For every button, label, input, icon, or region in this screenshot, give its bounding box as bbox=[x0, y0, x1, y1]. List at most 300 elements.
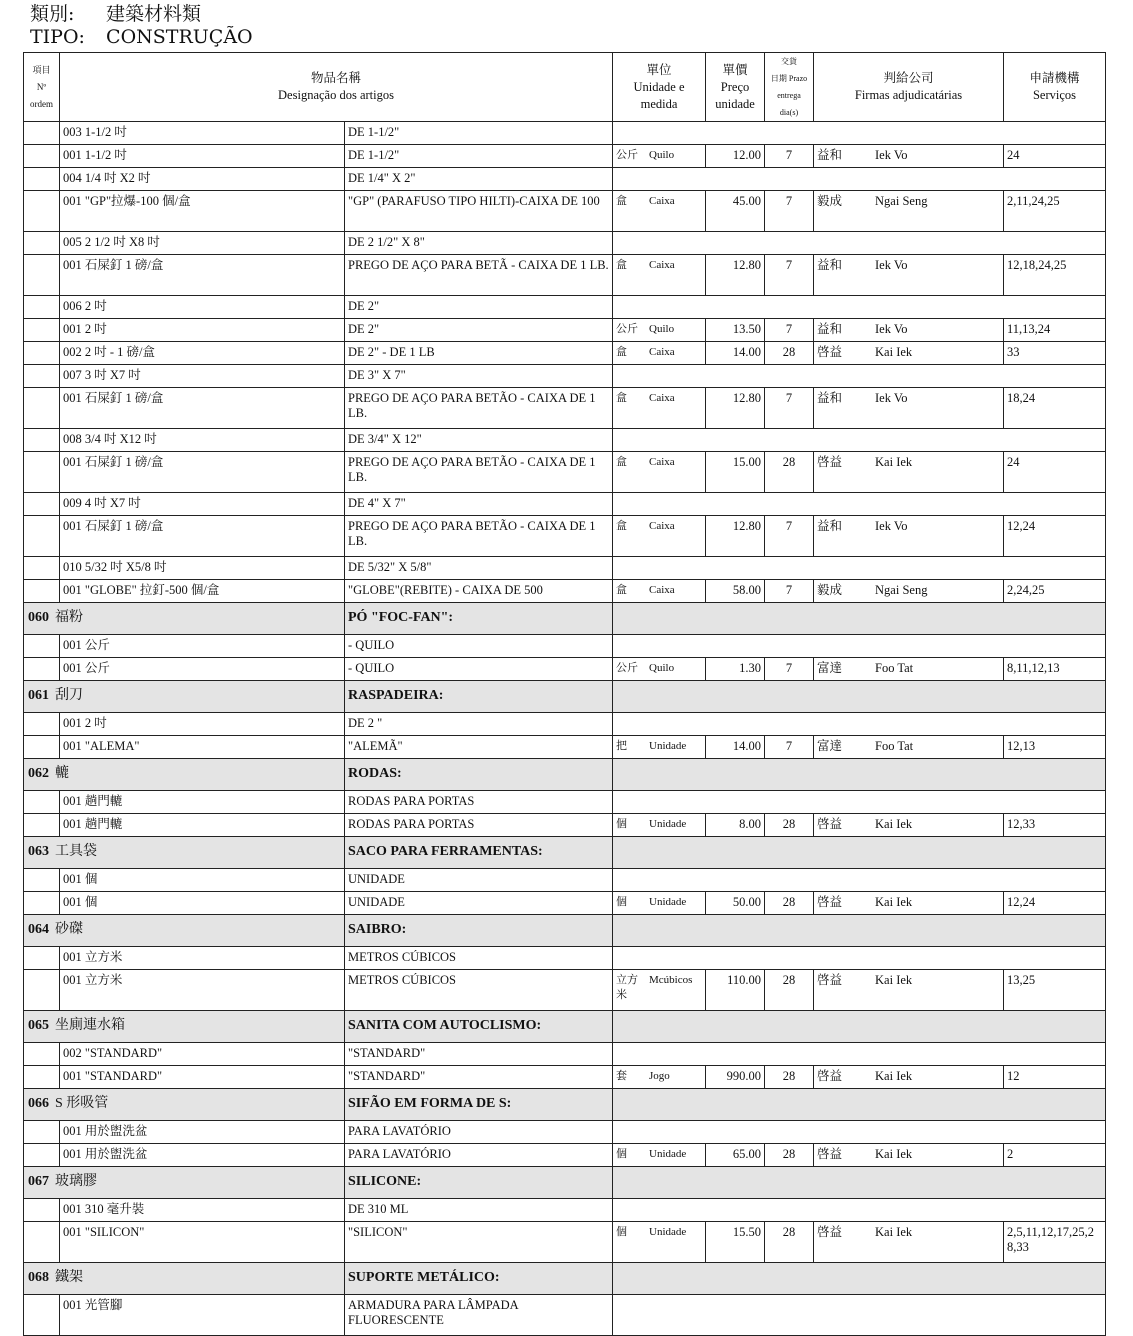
category-label: 類別: bbox=[30, 3, 75, 25]
firm-cell bbox=[814, 319, 1004, 342]
item-zh: 001 公斤 bbox=[60, 635, 345, 658]
sub-zh: 001 "ALEMA" bbox=[60, 736, 345, 759]
group-zh: 福粉 bbox=[55, 610, 83, 625]
firm-zh: 啓益 bbox=[817, 455, 843, 469]
unit-price: 12.80 bbox=[706, 255, 765, 296]
firm-cell bbox=[814, 970, 1004, 1011]
group-row bbox=[24, 1011, 1106, 1043]
item-blank bbox=[24, 1043, 60, 1066]
sub-pt: DE 1-1/2" bbox=[345, 145, 613, 168]
unit-cell bbox=[613, 145, 706, 168]
unit-wrap bbox=[616, 580, 702, 600]
delivery-days: 28 bbox=[765, 892, 814, 915]
item-empty bbox=[613, 122, 1106, 145]
sub-item-row bbox=[24, 970, 1106, 1011]
group-row bbox=[24, 837, 1106, 869]
sub-item-row bbox=[24, 1222, 1106, 1263]
sub-item-row bbox=[24, 892, 1106, 915]
item-pt: DE 2" bbox=[345, 296, 613, 319]
group-pt: SACO PARA FERRAMENTAS: bbox=[345, 837, 613, 869]
item-zh: 005 2 1/2 吋 X8 吋 bbox=[60, 232, 345, 255]
unit-zh: 盒 bbox=[616, 584, 628, 596]
firm-cell bbox=[814, 1222, 1004, 1263]
col-firmas-pt: Firmas adjudicatárias bbox=[854, 88, 963, 102]
unit-cell bbox=[613, 736, 706, 759]
delivery-days: 7 bbox=[765, 319, 814, 342]
item-row bbox=[24, 1295, 1106, 1336]
unit-price: 1.30 bbox=[706, 658, 765, 681]
item-pt: DE 3" X 7" bbox=[345, 365, 613, 388]
sub-pt: METROS CÚBICOS bbox=[345, 970, 613, 1011]
group-zh-cell bbox=[24, 837, 345, 869]
group-zh-cell bbox=[24, 759, 345, 791]
unit-pt: Caixa bbox=[649, 520, 675, 532]
firm-pt: Foo Tat bbox=[875, 739, 914, 753]
item-row bbox=[24, 168, 1106, 191]
item-blank bbox=[24, 791, 60, 814]
category-line bbox=[30, 3, 201, 25]
firm-wrap bbox=[817, 658, 1000, 678]
services: 12,24 bbox=[1004, 892, 1106, 915]
sub-blank bbox=[24, 1066, 60, 1089]
group-zh: 鐵架 bbox=[55, 1270, 83, 1285]
unit-cell bbox=[613, 1222, 706, 1263]
item-pt: DE 1/4" X 2" bbox=[345, 168, 613, 191]
unit-zh: 個 bbox=[616, 1148, 628, 1160]
col-ordem-zh: 項目 bbox=[32, 64, 51, 75]
sub-blank bbox=[24, 452, 60, 493]
group-zh-cell bbox=[24, 603, 345, 635]
sub-item-row bbox=[24, 516, 1106, 557]
unit-cell bbox=[613, 452, 706, 493]
item-row bbox=[24, 947, 1106, 970]
unit-pt: Unidade bbox=[649, 818, 687, 830]
group-empty bbox=[613, 837, 1106, 869]
delivery-days: 28 bbox=[765, 1222, 814, 1263]
unit-wrap bbox=[616, 658, 702, 678]
sub-item-row bbox=[24, 814, 1106, 837]
group-zh-cell bbox=[24, 915, 345, 947]
item-blank bbox=[24, 635, 60, 658]
unit-zh: 把 bbox=[616, 740, 628, 752]
sub-blank bbox=[24, 658, 60, 681]
delivery-days: 7 bbox=[765, 145, 814, 168]
group-zh-cell bbox=[24, 1167, 345, 1199]
sub-zh: 001 2 吋 bbox=[60, 319, 345, 342]
group-row bbox=[24, 759, 1106, 791]
firm-cell bbox=[814, 191, 1004, 232]
unit-cell bbox=[613, 516, 706, 557]
unit-pt: Mcúbicos bbox=[649, 974, 693, 986]
group-pt: PÓ "FOC-FAN": bbox=[345, 603, 613, 635]
firm-zh: 益和 bbox=[817, 258, 843, 272]
group-zh-cell bbox=[24, 1089, 345, 1121]
item-zh: 001 310 毫升裝 bbox=[60, 1199, 345, 1222]
item-empty bbox=[613, 1295, 1106, 1336]
delivery-days: 28 bbox=[765, 1066, 814, 1089]
firm-pt: Ngai Seng bbox=[875, 194, 928, 208]
col-ordem-header bbox=[24, 53, 60, 122]
col-unidade-header bbox=[613, 53, 706, 122]
services: 2 bbox=[1004, 1144, 1106, 1167]
table-body bbox=[24, 122, 1106, 1336]
firm-pt: Kai Iek bbox=[875, 345, 913, 359]
unit-wrap bbox=[616, 145, 702, 165]
group-zh-cell bbox=[24, 1011, 345, 1043]
sub-zh: 001 趟門轆 bbox=[60, 814, 345, 837]
group-pt: RASPADEIRA: bbox=[345, 681, 613, 713]
firm-wrap bbox=[817, 580, 1000, 600]
firm-zh: 啓益 bbox=[817, 1147, 843, 1161]
unit-price: 12.80 bbox=[706, 388, 765, 429]
unit-pt: Unidade bbox=[649, 1148, 687, 1160]
firm-pt: Kai Iek bbox=[875, 1147, 913, 1161]
firm-pt: Iek Vo bbox=[875, 519, 908, 533]
col-servicos-pt: Serviços bbox=[1032, 88, 1077, 102]
delivery-days: 7 bbox=[765, 658, 814, 681]
sub-zh: 001 石屎釘 1 磅/盒 bbox=[60, 516, 345, 557]
sub-pt: PREGO DE AÇO PARA BETÃO - CAIXA DE 1 LB. bbox=[345, 516, 613, 557]
sub-pt: "STANDARD" bbox=[345, 1066, 613, 1089]
item-pt: UNIDADE bbox=[345, 869, 613, 892]
sub-pt: UNIDADE bbox=[345, 892, 613, 915]
item-blank bbox=[24, 168, 60, 191]
unit-pt: Quilo bbox=[649, 149, 675, 161]
firm-zh: 益和 bbox=[817, 322, 843, 336]
unit-wrap bbox=[616, 814, 702, 834]
sub-pt: "SILICON" bbox=[345, 1222, 613, 1263]
firm-cell bbox=[814, 814, 1004, 837]
sub-pt: DE 2" bbox=[345, 319, 613, 342]
unit-zh: 立方米 bbox=[616, 974, 639, 1001]
sub-item-row bbox=[24, 452, 1106, 493]
unit-price: 12.00 bbox=[706, 145, 765, 168]
firm-zh: 啓益 bbox=[817, 973, 843, 987]
item-zh: 001 光管腳 bbox=[60, 1295, 345, 1336]
firm-zh: 富達 bbox=[817, 739, 843, 753]
group-code: 062 bbox=[28, 766, 49, 781]
firm-cell bbox=[814, 255, 1004, 296]
firm-pt: Ngai Seng bbox=[875, 583, 928, 597]
col-preco-zh: 單價 bbox=[722, 62, 748, 77]
firm-wrap bbox=[817, 1225, 1000, 1240]
unit-zh: 公斤 bbox=[616, 323, 639, 335]
group-code: 067 bbox=[28, 1174, 49, 1189]
item-blank bbox=[24, 122, 60, 145]
unit-price: 8.00 bbox=[706, 814, 765, 837]
unit-cell bbox=[613, 1066, 706, 1089]
sub-zh: 001 "SILICON" bbox=[60, 1222, 345, 1263]
item-zh: 009 4 吋 X7 吋 bbox=[60, 493, 345, 516]
group-row bbox=[24, 1167, 1106, 1199]
services: 24 bbox=[1004, 452, 1106, 493]
col-preco-pt2: unidade bbox=[715, 96, 755, 111]
sub-blank bbox=[24, 255, 60, 296]
sub-item-row bbox=[24, 736, 1106, 759]
unit-wrap bbox=[616, 319, 702, 339]
group-zh: 砂磔 bbox=[55, 922, 83, 937]
unit-wrap bbox=[616, 892, 702, 912]
item-empty bbox=[613, 791, 1106, 814]
unit-pt: Caixa bbox=[649, 259, 675, 271]
sub-zh: 001 個 bbox=[60, 892, 345, 915]
firm-zh: 益和 bbox=[817, 148, 843, 162]
firm-pt: Kai Iek bbox=[875, 817, 913, 831]
item-pt: ARMADURA PARA LÂMPADA FLUORESCENTE bbox=[345, 1295, 613, 1336]
unit-pt: Jogo bbox=[649, 1070, 670, 1082]
item-blank bbox=[24, 1295, 60, 1336]
col-firmas-header bbox=[814, 53, 1004, 122]
unit-pt: Unidade bbox=[649, 896, 687, 908]
sub-zh: 001 石屎釘 1 磅/盒 bbox=[60, 388, 345, 429]
item-row bbox=[24, 296, 1106, 319]
unit-price: 110.00 bbox=[706, 970, 765, 1011]
col-prazo-pt1: 日期 Prazo bbox=[770, 74, 808, 83]
col-firmas-zh: 判給公司 bbox=[883, 71, 934, 85]
item-empty bbox=[613, 168, 1106, 191]
type-value: CONSTRUÇÃO bbox=[106, 26, 253, 48]
sub-blank bbox=[24, 1144, 60, 1167]
item-blank bbox=[24, 429, 60, 452]
firm-zh: 啓益 bbox=[817, 1069, 843, 1083]
price-table bbox=[23, 52, 1106, 1336]
item-blank bbox=[24, 947, 60, 970]
sub-blank bbox=[24, 736, 60, 759]
item-empty bbox=[613, 1043, 1106, 1066]
firm-zh: 啓益 bbox=[817, 895, 843, 909]
sub-zh: 001 石屎釘 1 磅/盒 bbox=[60, 452, 345, 493]
item-pt: DE 2 " bbox=[345, 713, 613, 736]
item-row bbox=[24, 635, 1106, 658]
firm-wrap bbox=[817, 391, 1000, 406]
sub-zh: 001 "GP"拉爆-100 個/盒 bbox=[60, 191, 345, 232]
firm-wrap bbox=[817, 194, 1000, 209]
unit-pt: Unidade bbox=[649, 1226, 687, 1238]
col-unidade-pt1: Unidade e bbox=[633, 79, 685, 94]
group-pt: SUPORTE METÁLICO: bbox=[345, 1263, 613, 1295]
group-row bbox=[24, 603, 1106, 635]
sub-pt: DE 2" - DE 1 LB bbox=[345, 342, 613, 365]
table-header-row bbox=[24, 53, 1106, 122]
firm-zh: 毅成 bbox=[817, 194, 843, 208]
delivery-days: 28 bbox=[765, 452, 814, 493]
sub-item-row bbox=[24, 580, 1106, 603]
unit-price: 15.00 bbox=[706, 452, 765, 493]
unit-pt: Unidade bbox=[649, 740, 687, 752]
unit-price: 12.80 bbox=[706, 516, 765, 557]
item-empty bbox=[613, 296, 1106, 319]
unit-cell bbox=[613, 319, 706, 342]
group-code: 066 bbox=[28, 1096, 49, 1111]
firm-zh: 啓益 bbox=[817, 1225, 843, 1239]
group-zh-cell bbox=[24, 681, 345, 713]
firm-pt: Kai Iek bbox=[875, 1225, 913, 1239]
item-pt: - QUILO bbox=[345, 635, 613, 658]
unit-price: 58.00 bbox=[706, 580, 765, 603]
sub-item-row bbox=[24, 1066, 1106, 1089]
group-zh: S 形吸管 bbox=[55, 1096, 109, 1111]
firm-cell bbox=[814, 1066, 1004, 1089]
firm-wrap bbox=[817, 973, 1000, 988]
unit-cell bbox=[613, 580, 706, 603]
item-zh: 002 "STANDARD" bbox=[60, 1043, 345, 1066]
sub-blank bbox=[24, 145, 60, 168]
firm-cell bbox=[814, 580, 1004, 603]
item-row bbox=[24, 1199, 1106, 1222]
sub-zh: 002 2 吋 - 1 磅/盒 bbox=[60, 342, 345, 365]
sub-blank bbox=[24, 319, 60, 342]
unit-cell bbox=[613, 658, 706, 681]
item-row bbox=[24, 869, 1106, 892]
unit-price: 50.00 bbox=[706, 892, 765, 915]
unit-price: 15.50 bbox=[706, 1222, 765, 1263]
group-empty bbox=[613, 1011, 1106, 1043]
services: 18,24 bbox=[1004, 388, 1106, 429]
services: 33 bbox=[1004, 342, 1106, 365]
sub-pt: PREGO DE AÇO PARA BETÃO - CAIXA DE 1 LB. bbox=[345, 388, 613, 429]
sub-pt: PREGO DE AÇO PARA BETÃ - CAIXA DE 1 LB. bbox=[345, 255, 613, 296]
unit-cell bbox=[613, 255, 706, 296]
firm-pt: Kai Iek bbox=[875, 895, 913, 909]
item-blank bbox=[24, 296, 60, 319]
unit-pt: Caixa bbox=[649, 584, 675, 596]
firm-wrap bbox=[817, 1144, 1000, 1164]
item-zh: 007 3 吋 X7 吋 bbox=[60, 365, 345, 388]
sub-zh: 001 1-1/2 吋 bbox=[60, 145, 345, 168]
unit-zh: 盒 bbox=[616, 392, 628, 404]
item-zh: 001 立方米 bbox=[60, 947, 345, 970]
sub-blank bbox=[24, 814, 60, 837]
firm-wrap bbox=[817, 736, 1000, 756]
col-ordem-no: Nº bbox=[36, 81, 47, 92]
unit-wrap bbox=[616, 258, 702, 273]
sub-blank bbox=[24, 970, 60, 1011]
group-zh: 玻璃膠 bbox=[55, 1174, 97, 1189]
item-row bbox=[24, 713, 1106, 736]
group-code: 060 bbox=[28, 610, 49, 625]
item-empty bbox=[613, 947, 1106, 970]
sub-item-row bbox=[24, 145, 1106, 168]
unit-wrap bbox=[616, 194, 702, 209]
unit-wrap bbox=[616, 1144, 702, 1164]
services: 2,5,11,12,17,25,28,33 bbox=[1004, 1222, 1106, 1263]
sub-pt: PARA LAVATÓRIO bbox=[345, 1144, 613, 1167]
services: 2,24,25 bbox=[1004, 580, 1106, 603]
firm-cell bbox=[814, 658, 1004, 681]
group-row bbox=[24, 915, 1106, 947]
item-pt: DE 3/4" X 12" bbox=[345, 429, 613, 452]
unit-price: 990.00 bbox=[706, 1066, 765, 1089]
sub-pt: "GP" (PARAFUSO TIPO HILTI)-CAIXA DE 100 bbox=[345, 191, 613, 232]
group-zh: 工具袋 bbox=[55, 844, 97, 859]
item-zh: 001 趟門轆 bbox=[60, 791, 345, 814]
group-code: 063 bbox=[28, 844, 49, 859]
delivery-days: 7 bbox=[765, 516, 814, 557]
unit-wrap bbox=[616, 391, 702, 406]
item-empty bbox=[613, 493, 1106, 516]
unit-zh: 個 bbox=[616, 896, 628, 908]
item-zh: 004 1/4 吋 X2 吋 bbox=[60, 168, 345, 191]
item-empty bbox=[613, 557, 1106, 580]
item-blank bbox=[24, 232, 60, 255]
firm-wrap bbox=[817, 519, 1000, 534]
firm-pt: Iek Vo bbox=[875, 391, 908, 405]
unit-zh: 盒 bbox=[616, 520, 628, 532]
sub-pt: - QUILO bbox=[345, 658, 613, 681]
col-servicos-zh: 申請機構 bbox=[1029, 71, 1080, 85]
sub-blank bbox=[24, 191, 60, 232]
services: 12,24 bbox=[1004, 516, 1106, 557]
item-row bbox=[24, 365, 1106, 388]
group-code: 068 bbox=[28, 1270, 49, 1285]
group-row bbox=[24, 1263, 1106, 1295]
unit-zh: 公斤 bbox=[616, 149, 639, 161]
group-pt: SANITA COM AUTOCLISMO: bbox=[345, 1011, 613, 1043]
item-blank bbox=[24, 1121, 60, 1144]
unit-cell bbox=[613, 970, 706, 1011]
delivery-days: 7 bbox=[765, 580, 814, 603]
firm-cell bbox=[814, 736, 1004, 759]
sub-item-row bbox=[24, 255, 1106, 296]
item-empty bbox=[613, 232, 1106, 255]
sub-blank bbox=[24, 1222, 60, 1263]
group-zh: 刮刀 bbox=[55, 688, 83, 703]
unit-zh: 盒 bbox=[616, 259, 628, 271]
firm-wrap bbox=[817, 258, 1000, 273]
firm-zh: 啓益 bbox=[817, 345, 843, 359]
type-label: TIPO: bbox=[30, 26, 85, 48]
item-row bbox=[24, 1121, 1106, 1144]
unit-wrap bbox=[616, 455, 702, 470]
group-zh: 轆 bbox=[55, 766, 69, 781]
unit-cell bbox=[613, 342, 706, 365]
group-zh: 坐廁連水箱 bbox=[55, 1018, 125, 1033]
sub-pt: PREGO DE AÇO PARA BETÃO - CAIXA DE 1 LB. bbox=[345, 452, 613, 493]
firm-pt: Foo Tat bbox=[875, 661, 914, 675]
group-empty bbox=[613, 759, 1106, 791]
unit-zh: 盒 bbox=[616, 195, 628, 207]
group-empty bbox=[613, 603, 1106, 635]
item-empty bbox=[613, 429, 1106, 452]
unit-zh: 盒 bbox=[616, 456, 628, 468]
item-pt: PARA LAVATÓRIO bbox=[345, 1121, 613, 1144]
unit-pt: Caixa bbox=[649, 456, 675, 468]
unit-zh: 個 bbox=[616, 818, 628, 830]
firm-cell bbox=[814, 516, 1004, 557]
col-prazo-header bbox=[765, 53, 814, 122]
group-empty bbox=[613, 915, 1106, 947]
delivery-days: 28 bbox=[765, 814, 814, 837]
services: 8,11,12,13 bbox=[1004, 658, 1106, 681]
unit-wrap bbox=[616, 736, 702, 756]
unit-wrap bbox=[616, 342, 702, 362]
sub-blank bbox=[24, 388, 60, 429]
col-designacao-header bbox=[60, 53, 613, 122]
sub-zh: 001 立方米 bbox=[60, 970, 345, 1011]
col-ordem-pt: ordem bbox=[30, 98, 53, 109]
item-empty bbox=[613, 365, 1106, 388]
group-code: 065 bbox=[28, 1018, 49, 1033]
delivery-days: 28 bbox=[765, 970, 814, 1011]
group-pt: SIFÃO EM FORMA DE S: bbox=[345, 1089, 613, 1121]
item-blank bbox=[24, 557, 60, 580]
item-zh: 001 個 bbox=[60, 869, 345, 892]
col-unidade-zh: 單位 bbox=[646, 62, 672, 77]
item-zh: 001 用於盥洗盆 bbox=[60, 1121, 345, 1144]
category-value: 建築材料類 bbox=[106, 3, 202, 25]
sub-item-row bbox=[24, 1144, 1106, 1167]
firm-wrap bbox=[817, 1066, 1000, 1086]
